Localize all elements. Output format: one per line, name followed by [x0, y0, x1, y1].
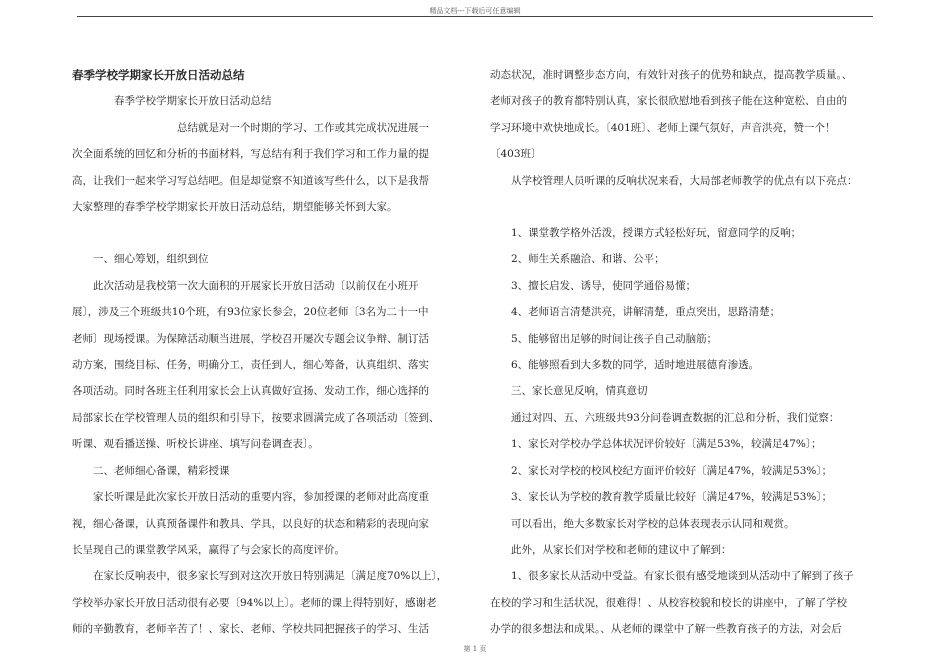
text-line: 学习环境中欢快地成长。〔401班〕、老师上课气氛好，声音洪亮，赞一个！: [490, 121, 836, 134]
text-line: 大家整理的春季学校学期家长开放日活动总结，期望能够关怀到大家。: [72, 201, 398, 214]
text-line: 可以看出，绝大多数家长对学校的总体表现表示认同和观赏。: [490, 517, 795, 530]
document-title: 春季学校学期家长开放日活动总结: [72, 68, 245, 82]
page-footer: 第 1 页: [463, 645, 487, 653]
text-line: 展〕，涉及三个班级共10个班，有93位家长参会，20位老师〔3名为二十一中: [72, 306, 429, 319]
text-line: 动态状况，准时调整步态方向，有效针对孩子的优势和缺点，提高教学质量。、: [490, 69, 853, 81]
text-line: 高，让我们一起来学习写总结吧。但是却觉察不知道该写些什么，以下是我帮: [72, 174, 429, 187]
text-line: 学校举办家长开放日活动很有必要〔94%以上〕。老师的课上得特别好，感谢老: [72, 596, 437, 609]
text-line: 老师对孩子的教育都特别认真，家长很欣慰地看到孩子能在这种宽松、自由的: [490, 95, 847, 108]
text-line: 总结就是对一个时期的学习、工作或其完成状况进展一: [72, 121, 429, 134]
text-line: 从学校管理人员听课的反响状况来看，大局部老师教学的优点有以下亮点：: [490, 174, 858, 187]
text-line: 家长听课是此次家长开放日活动的重要内容，参加授课的老师对此高度重: [72, 491, 429, 504]
text-line: 2、家长对学校的校风校纪方面评价较好〔满足47%，较满足53%〕；: [490, 464, 833, 477]
left-column-body: [72, 88, 458, 642]
left-column: [72, 62, 458, 643]
text-line: 视，细心备课，认真预备课件和教具、学具，以良好的状态和精彩的表现向家: [72, 517, 429, 530]
text-line: 1、很多家长从活动中受益。有家长很有感受地谈到从活动中了解到了孩子: [490, 570, 854, 583]
blank-line: [72, 220, 458, 246]
text-line: 1、课堂教学格外活泼，授课方式轻松好玩，留意同学的反响；: [490, 227, 802, 240]
right-column: [490, 62, 882, 643]
page-header: 精品文档---下载后可任意编辑: [429, 7, 521, 15]
text-line: 此次活动是我校第一次大面积的开展家长开放日活动〔以前仅在小班开: [72, 279, 419, 292]
blank-line: [490, 194, 882, 220]
text-line: 局部家长在学校管理人员的组织和引导下，按要求圆满完成了各项活动〔签到、: [72, 411, 440, 424]
text-line: 4、老师语言清楚洪亮，讲解清楚，重点突出，思路清楚；: [490, 306, 781, 319]
header-rule: [77, 16, 873, 17]
text-line: 3、家长认为学校的教育教学质量比较好〔满足47%，较满足53%〕；: [490, 491, 833, 504]
text-line: 3、擅长启发、诱导，使同学通俗易懂；: [490, 279, 697, 292]
text-line: 动方案，围绕目标、任务，明确分工，责任到人，细心筹备，认真组织、落实: [72, 359, 429, 372]
text-line: 2、师生关系融洽、和谐、公平；: [490, 253, 665, 266]
right-column-body: [490, 62, 882, 643]
text-line: 各项活动。同时各班主任利用家长会上认真做好宣扬、发动工作，细心选择的: [72, 385, 429, 398]
text-line: 在校的学习和生活状况，很难得！、从校容校貌和校长的讲座中，了解了学校: [490, 596, 847, 609]
text-line: 春季学校学期家长开放日活动总结: [72, 95, 272, 108]
text-line: 一、细心筹划，组织到位: [72, 253, 209, 266]
text-line: 老师〕现场授课。为保障活动顺当进展，学校召开屡次专题会议争辩、制订活: [72, 332, 429, 345]
text-line: 长呈现自己的课堂教学风采，赢得了与会家长的高度评价。: [72, 543, 345, 556]
text-line: 6、能够照看到大多数的同学，适时地进展德育渗透。: [490, 359, 760, 372]
text-line: 通过对四、五、六班级共93分问卷调查数据的汇总和分析，我们觉察：: [490, 411, 840, 424]
text-line: 5、能够留出足够的时间让孩子自己动脑筋；: [490, 332, 718, 345]
text-line: 次全面系统的回忆和分析的书面材料，写总结有利于我们学习和工作力量的提: [72, 148, 429, 161]
text-line: 听课、观看播送操、听校长讲座、填写问卷调查表〕。: [72, 438, 319, 451]
text-line: 办学的很多想法和成果。、从老师的课堂中了解一些教育孩子的方法，对会后: [490, 623, 842, 636]
text-line: 在家长反响表中，很多家长写到对这次开放日特别满足〔满足度70%以上〕，: [72, 570, 448, 583]
text-line: 〔403班〕: [490, 148, 542, 161]
text-line: 二、老师细心备课，精彩授课: [72, 464, 230, 477]
text-line: 此外，从家长们对学校和老师的建议中了解到：: [490, 543, 732, 556]
text-line: 师的辛勤教育，老师辛苦了！、家长、老师、学校共同把握孩子的学习、生活: [72, 623, 429, 636]
text-line: 三、家长意见反响，情真意切: [490, 385, 648, 398]
text-line: 1、家长对学校办学总体状况评价较好〔满足53%，较满足47%〕；: [490, 438, 822, 451]
